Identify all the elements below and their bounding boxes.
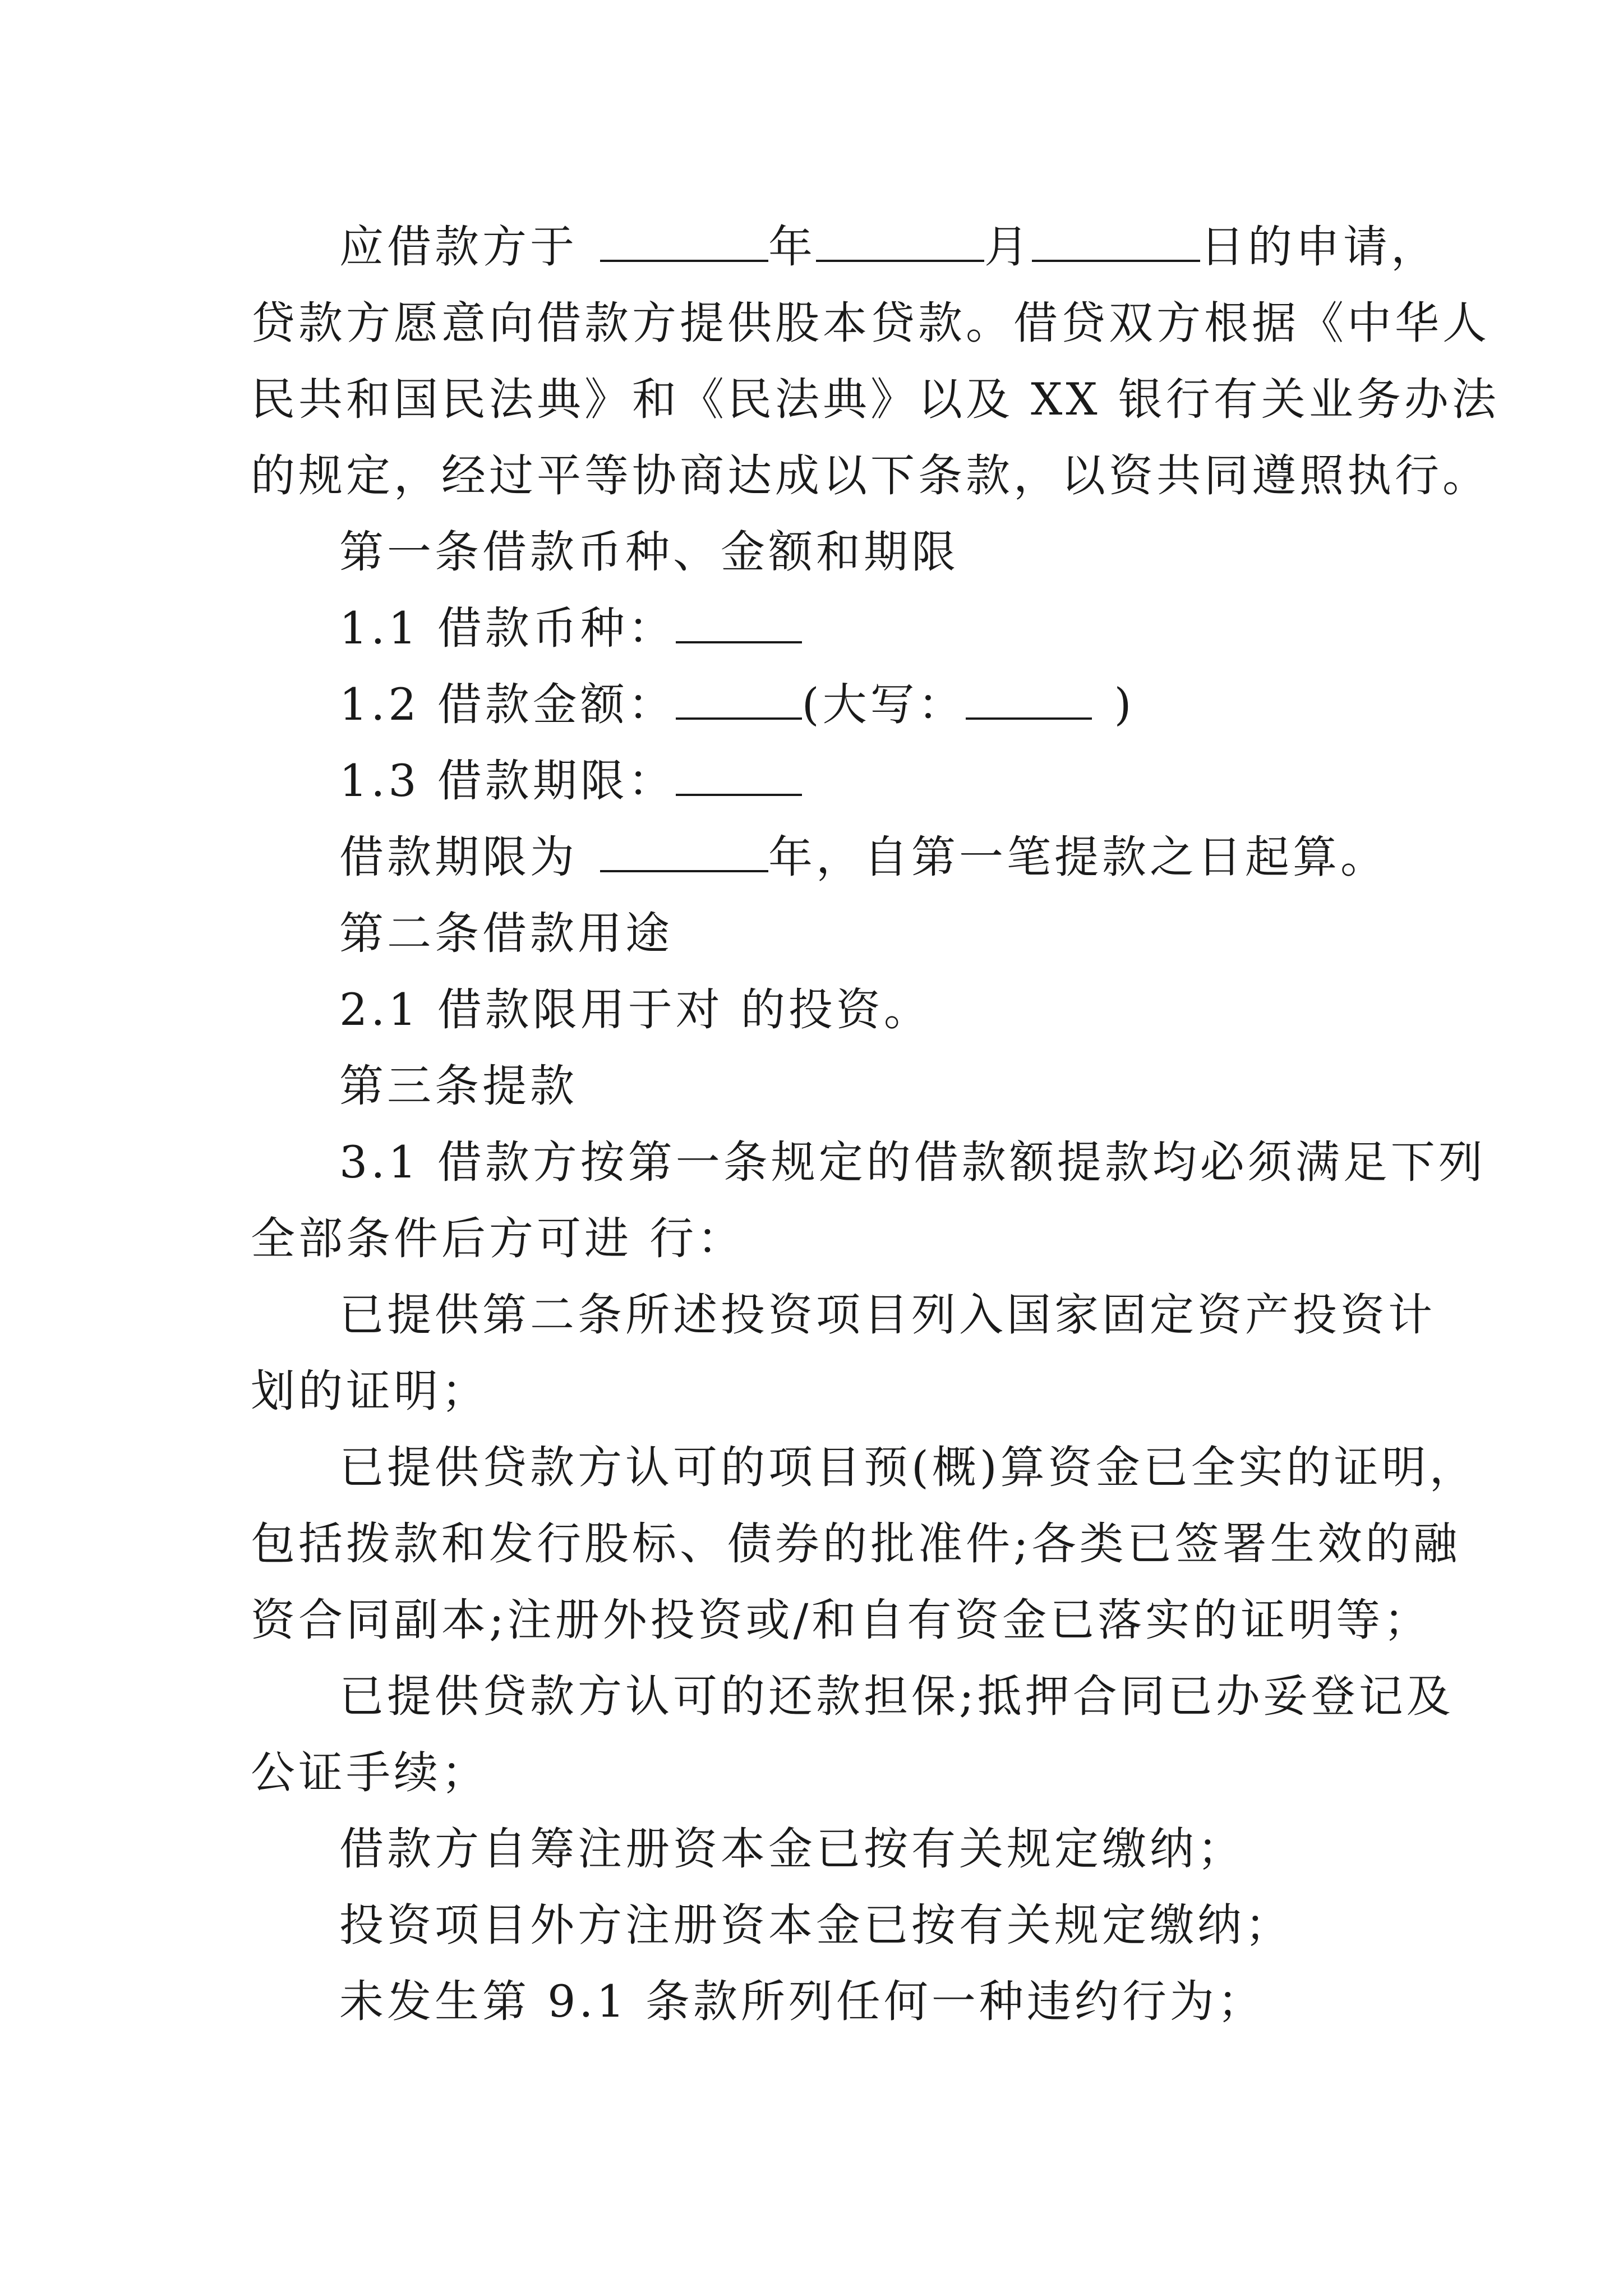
year-blank bbox=[600, 225, 768, 262]
article1-item-currency bbox=[251, 590, 1389, 666]
year-label: 年 bbox=[768, 221, 816, 273]
month-blank bbox=[816, 225, 984, 262]
intro-line-2: 贷款方愿意向借款方提供股本贷款。借贷双方根据《中华人 bbox=[251, 297, 1490, 349]
article3-p3-line2: 包括拨款和发行股标、债券的批准件;各类已签署生效的融 bbox=[251, 1518, 1461, 1570]
currency-label: 1.1 借款币种： bbox=[339, 602, 676, 654]
amount-capital-blank bbox=[966, 683, 1092, 720]
amount-close-paren: ) bbox=[1114, 679, 1135, 730]
article3-p4-line2: 公证手续； bbox=[251, 1747, 489, 1798]
document-body bbox=[251, 209, 1500, 2040]
article1-term-sentence bbox=[251, 819, 1389, 895]
day-blank bbox=[1032, 225, 1200, 262]
intro-line-3: 民共和国民法典》和《民法典》以及 XX 银行有关业务办法 bbox=[251, 374, 1500, 425]
article3-heading: 第三条提款 bbox=[339, 1060, 578, 1112]
term-label: 1.3 借款期限： bbox=[339, 755, 676, 807]
article3-p2-line2: 划的证明； bbox=[251, 1365, 489, 1417]
article2-item-purpose: 2.1 借款限用于对 的投资。 bbox=[339, 984, 932, 1036]
amount-label: 1.2 借款金额： bbox=[339, 679, 676, 730]
term-years-blank bbox=[600, 835, 768, 872]
article3-p1-line1: 3.1 借款方按第一条规定的借款额提款均必须满足下列 bbox=[339, 1137, 1486, 1188]
article1-heading: 第一条借款币种、金额和期限 bbox=[339, 526, 959, 578]
intro-line-4: 的规定，经过平等协商达成以下条款，以资共同遵照执行。 bbox=[251, 450, 1490, 501]
article1-item-term bbox=[251, 743, 1389, 819]
article3-p5: 借款方自筹注册资本金已按有关规定缴纳； bbox=[339, 1823, 1245, 1875]
currency-blank bbox=[676, 606, 802, 643]
article3-p3-line1: 已提供贷款方认可的项目预(概)算资金已全实的证明， bbox=[339, 1442, 1477, 1493]
article2-heading: 第二条借款用途 bbox=[339, 908, 673, 959]
intro-text: 应借款方于 bbox=[339, 221, 578, 273]
intro-line-1 bbox=[251, 209, 1438, 285]
amount-capital-label: (大写： bbox=[801, 679, 966, 730]
article3-p2-line1: 已提供第二条所述投资项目列入国家固定资产投资计 bbox=[339, 1289, 1436, 1341]
article1-item-amount bbox=[251, 666, 1389, 743]
term-sentence-start: 借款期限为 bbox=[339, 831, 578, 883]
amount-blank bbox=[676, 683, 802, 720]
day-label: 日的申请， bbox=[1200, 221, 1438, 273]
article3-p1-line2: 全部条件后方可进 行： bbox=[251, 1213, 745, 1264]
article3-p6: 投资项目外方注册资本金已按有关规定缴纳； bbox=[339, 1899, 1293, 1951]
month-label: 月 bbox=[984, 221, 1032, 273]
article3-p7: 未发生第 9.1 条款所列任何一种违约行为； bbox=[339, 1976, 1265, 2027]
term-sentence-end: 年，自第一笔提款之日起算。 bbox=[768, 831, 1388, 883]
article3-p3-line3: 资合同副本;注册外投资或/和自有资金已落实的证明等； bbox=[251, 1594, 1432, 1646]
term-blank bbox=[676, 759, 802, 796]
article3-p4-line1: 已提供贷款方认可的还款担保;抵押合同已办妥登记及 bbox=[339, 1671, 1454, 1722]
